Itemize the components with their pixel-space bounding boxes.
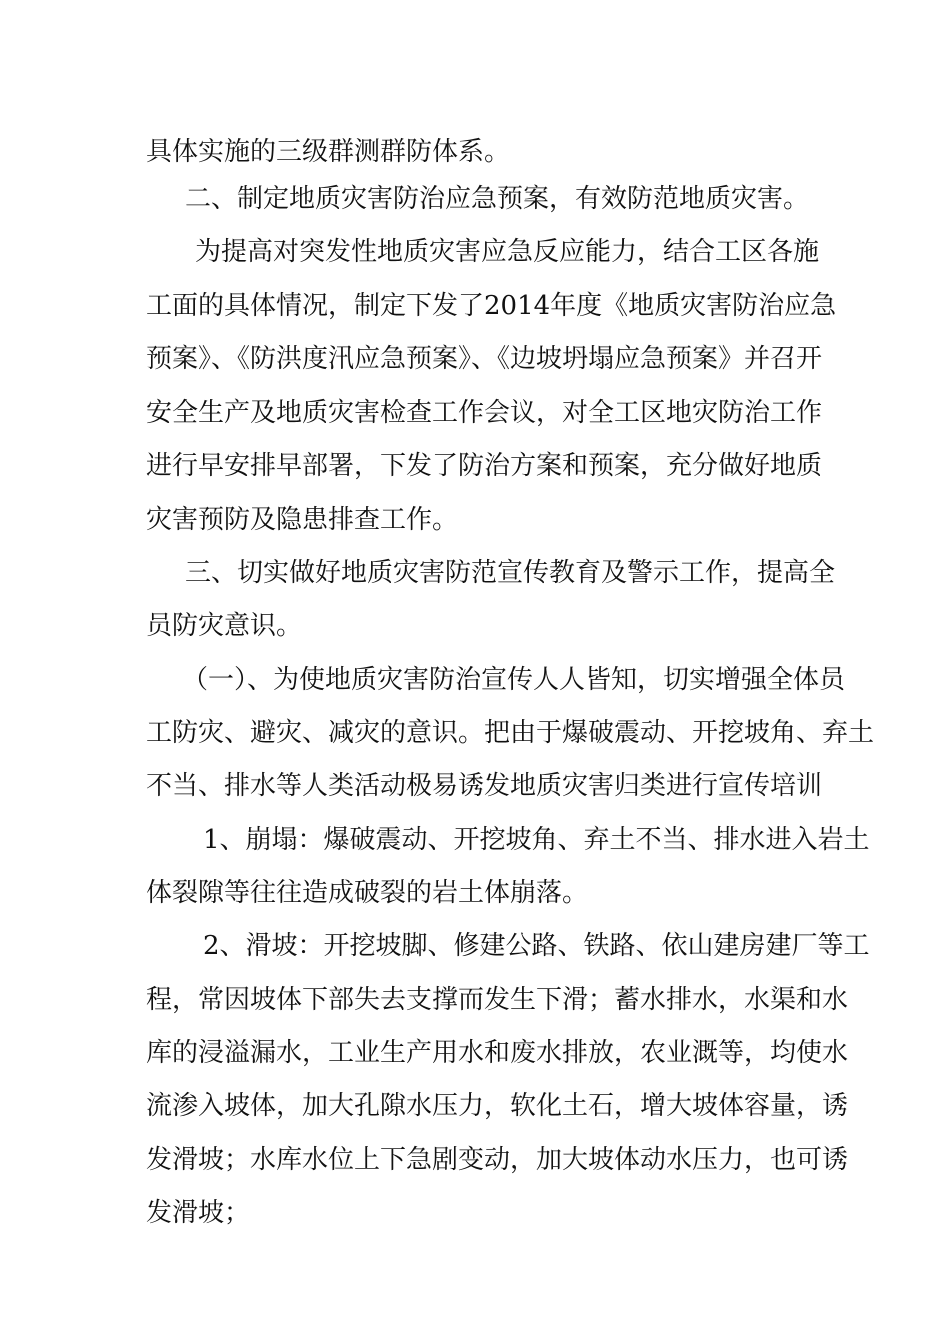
paragraph-line: 流渗入坡体，加大孔隙水压力，软化土石，增大坡体容量，诱	[146, 1091, 849, 1121]
paragraph-line: 安全生产及地质灾害检查工作会议，对全工区地灾防治工作	[146, 398, 823, 428]
paragraph-line: （一）、为使地质灾害防治宣传人人皆知，切实增强全体员	[182, 665, 846, 695]
paragraph-line: 预案》、《防洪度汛应急预案》、《边坡坍塌应急预案》并召开	[146, 344, 823, 374]
list-item-landslide: 2、滑坡：开挖坡脚、修建公路、铁路、依山建房建厂等工	[203, 931, 870, 961]
paragraph-line: 工面的具体情况，制定下发了2014年度《地质灾害防治应急	[146, 291, 837, 321]
paragraph-line: 为提高对突发性地质灾害应急反应能力，结合工区各施	[195, 237, 820, 267]
paragraph-line: 工防灾、避灾、减灾的意识。把由于爆破震动、开挖坡角、弃土	[146, 718, 875, 748]
paragraph-line: 程，常因坡体下部失去支撑而发生下滑；蓄水排水，水渠和水	[146, 985, 849, 1015]
paragraph-line: 具体实施的三级群测群防体系。	[146, 137, 511, 167]
section-heading-3-cont: 员防灾意识。	[146, 611, 303, 641]
section-heading-3: 三、切实做好地质灾害防范宣传教育及警示工作，提高全	[185, 558, 836, 588]
paragraph-line: 体裂隙等往往造成破裂的岩土体崩落。	[146, 878, 589, 908]
paragraph-line: 灾害预防及隐患排查工作。	[146, 505, 459, 535]
paragraph-line: 进行早安排早部署，下发了防治方案和预案，充分做好地质	[146, 451, 823, 481]
paragraph-line: 发滑坡；水库水位上下急剧变动，加大坡体动水压力，也可诱	[146, 1145, 849, 1175]
paragraph-line: 库的浸溢漏水，工业生产用水和废水排放，农业溉等，均使水	[146, 1038, 849, 1068]
section-heading-2: 二、制定地质灾害防治应急预案，有效防范地质灾害。	[185, 184, 810, 214]
list-item-collapse: 1、崩塌：爆破震动、开挖坡角、弃土不当、排水进入岩土	[203, 825, 870, 855]
paragraph-line: 不当、排水等人类活动极易诱发地质灾害归类进行宣传培训	[146, 771, 823, 801]
paragraph-line: 发滑坡；	[146, 1198, 251, 1228]
